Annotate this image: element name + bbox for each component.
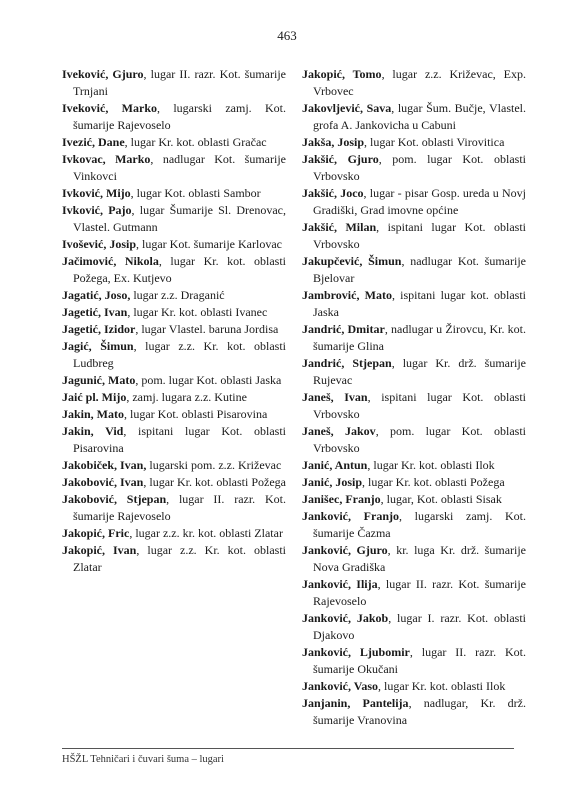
entry-description: , pom. lugar Kot. oblasti Jaska (135, 373, 282, 387)
entry-name: Jakupčević, Šimun (302, 254, 402, 268)
entry-description: , kr. luga Kr. drž. šumarije Nova Gradiška (313, 543, 527, 574)
entry-description: , lugarski zamj. Kot. šumarije Čazma (313, 509, 526, 540)
directory-entry (302, 423, 526, 457)
entry-description: , ispitani lugar Kot. oblasti Vrbovsko (313, 220, 526, 251)
entry-description: , lugar z.z. Kr. kot. oblasti Zlatar (73, 543, 286, 574)
entry-description: , nadlugar u Žirovcu, Kr. kot. šumarije Glina (313, 322, 526, 353)
entry-name: Ivković, Pajo (62, 203, 132, 217)
entry-name: Iveković, Gjuro (62, 67, 144, 81)
entry-name: Jandrić, Dmitar (302, 322, 385, 336)
entry-description: , lugar Kr. drž. šumarije Rujevac (313, 356, 526, 387)
entry-description: , nadlugar Kot. šumarije Vinkovci (73, 152, 286, 183)
entry-description: , lugar Kr. kot. oblasti Požega (362, 475, 505, 489)
directory-entry (302, 610, 526, 644)
entry-description: , lugar II. razr. Kot. šumarije Rajevoselo (313, 577, 527, 608)
page-number: 463 (277, 28, 297, 43)
directory-entry (62, 202, 286, 236)
entry-description: , lugar II. razr. Kot. šumarije Rajevoselo (73, 492, 286, 523)
directory-entry (302, 491, 526, 508)
entry-name: Ivošević, Josip (62, 237, 137, 251)
directory-entry (302, 219, 526, 253)
entry-name: Jandrić, Stjepan (302, 356, 392, 370)
directory-entry (302, 644, 526, 678)
right-column (302, 66, 526, 736)
entry-name: Janković, Ljubomir (302, 645, 410, 659)
directory-entry (302, 678, 526, 695)
entry-name: Jakin, Mato (62, 407, 125, 421)
directory-entry (62, 287, 286, 304)
directory-entry (302, 287, 526, 321)
directory-entry (62, 185, 286, 202)
entry-description: , zamj. lugara z.z. Kutine (126, 390, 247, 404)
entry-name: Jaić pl. Mijo (62, 390, 127, 404)
directory-entry (62, 457, 286, 474)
directory-entry (62, 423, 286, 457)
entry-name: Janković, Jakob (302, 611, 389, 625)
entry-name: Jagetić, Ivan (62, 305, 128, 319)
entry-name: Janković, Vaso (302, 679, 379, 693)
entry-description: , lugar z.z. Kr. kot. oblasti Ludbreg (73, 339, 287, 370)
directory-entry (302, 151, 526, 185)
directory-entry (302, 457, 526, 474)
directory-entry (62, 372, 286, 389)
entry-columns (62, 66, 526, 736)
entry-name: Jagetić, Izidor (62, 322, 136, 336)
directory-entry (62, 134, 286, 151)
directory-entry (62, 406, 286, 423)
entry-description: , lugar Kr. kot. oblasti Požega, Ex. Kutjevo (73, 254, 286, 285)
directory-entry (302, 253, 526, 287)
directory-entry (302, 355, 526, 389)
directory-entry (302, 474, 526, 491)
entry-name: Jakobiček, Ivan, (62, 458, 147, 472)
entry-name: Janković, Franjo (302, 509, 400, 523)
entry-description: , pom. lugar Kot. oblasti Vrbovsko (313, 152, 526, 183)
entry-name: Jakin, Vid (62, 424, 124, 438)
entry-name: Jakšić, Joco (302, 186, 364, 200)
directory-entry (62, 474, 286, 491)
directory-entry (62, 151, 286, 185)
directory-entry (302, 185, 526, 219)
entry-description: , ispitani lugar Kot. oblasti Vrbovsko (313, 390, 526, 421)
entry-description: , ispitani lugar Kot. oblasti Pisarovina (73, 424, 286, 455)
entry-name: Jagunić, Mato (62, 373, 136, 387)
directory-entry (62, 253, 286, 287)
entry-name: Janišec, Franjo (302, 492, 381, 506)
directory-entry (302, 508, 526, 542)
entry-description: , lugar Šumarije Sl. Drenovac, Vlastel. Gutmann (73, 203, 286, 234)
entry-description: , lugarski zamj. Kot. šumarije Rajevoselo (73, 101, 286, 132)
entry-description: , nadlugar Kot. šumarije Bjelovar (313, 254, 526, 285)
directory-entry (62, 100, 286, 134)
entry-description: , lugar - pisar Gosp. ureda u Novj Gradiški, Grad imovne općine (313, 186, 526, 217)
page-footer: HŠŽL Tehničari i čuvari šuma – lugari (62, 754, 224, 765)
entry-name: Jakšić, Milan (302, 220, 377, 234)
entry-name: Jagić, Šimun (62, 339, 134, 353)
entry-name: Jakobović, Ivan (62, 475, 144, 489)
entry-name: Jambrović, Mato (302, 288, 392, 302)
entry-name: Ivezić, Dane (62, 135, 125, 149)
entry-name: Jakobović, Stjepan (62, 492, 167, 506)
directory-entry (302, 542, 526, 576)
directory-entry (62, 236, 286, 253)
directory-entry (62, 321, 286, 338)
directory-entry (62, 491, 286, 525)
directory-entry (302, 321, 526, 355)
entry-name: Jačimović, Nikola (62, 254, 159, 268)
entry-name: Jagatić, Joso, (62, 288, 131, 302)
footer-rule (62, 748, 514, 749)
entry-name: Janjanin, Pantelija (302, 696, 409, 710)
entry-name: Janković, Ilija (302, 577, 378, 591)
left-column (62, 66, 286, 736)
directory-entry (62, 304, 286, 321)
entry-description: lugar z.z. Draganić (130, 288, 225, 302)
entry-name: Jakša, Josip (302, 135, 365, 149)
entry-description: , lugar Kot. šumarije Karlovac (136, 237, 282, 251)
entry-description: , lugar Kr. kot. oblasti Gračac (124, 135, 267, 149)
directory-entry (302, 576, 526, 610)
entry-description: , lugar Kr. kot. oblasti Ilok (367, 458, 495, 472)
directory-entry (62, 66, 286, 100)
directory-entry (62, 389, 286, 406)
directory-entry (62, 525, 286, 542)
entry-name: Janić, Antun (302, 458, 368, 472)
entry-description: , lugar Kot. oblasti Sambor (130, 186, 261, 200)
entry-name: Jakšić, Gjuro (302, 152, 379, 166)
entry-name: Jakovljević, Sava (302, 101, 392, 115)
entry-description: , lugar Kr. kot. oblasti Požega (143, 475, 286, 489)
entry-description: , lugar Šum. Bučje, Vlastel. grofa A. Jankovicha u Cabuni (313, 101, 526, 132)
directory-entry (62, 542, 286, 576)
entry-name: Janeš, Ivan (302, 390, 368, 404)
entry-description: , lugar Kr. kot. oblasti Ilok (378, 679, 506, 693)
entry-description: , lugar II. razr. Kot. šumarije Trnjani (73, 67, 286, 98)
directory-entry (302, 134, 526, 151)
entry-description: , lugar Kr. kot. oblasti Ivanec (127, 305, 268, 319)
entry-description: , ispitani lugar kot. oblasti Jaska (313, 288, 526, 319)
entry-description: , lugar z.z. kr. kot. oblasti Zlatar (129, 526, 283, 540)
entry-description: , nadlugar, Kr. drž. šumarije Vranovina (313, 696, 527, 727)
entry-description: , lugar II. razr. Kot. šumarije Okučani (313, 645, 526, 676)
entry-name: Iveković, Marko (62, 101, 157, 115)
directory-entry (302, 66, 526, 100)
entry-name: Ivković, Mijo (62, 186, 131, 200)
entry-name: Janić, Josip (302, 475, 363, 489)
entry-name: Jakopić, Fric (62, 526, 130, 540)
entry-description: , lugar z.z. Križevac, Exp. Vrbovec (313, 67, 526, 98)
directory-entry (302, 695, 526, 729)
entry-name: Jakopić, Tomo (302, 67, 382, 81)
directory-entry (62, 338, 286, 372)
entry-name: Jakopić, Ivan (62, 543, 137, 557)
entry-description: , lugar, Kot. oblasti Sisak (380, 492, 502, 506)
entry-description: lugarski pom. z.z. Križevac (146, 458, 282, 472)
entry-name: Janković, Gjuro (302, 543, 388, 557)
entry-description: , pom. lugar Kot. oblasti Vrbovsko (313, 424, 527, 455)
entry-description: , lugar Kot. oblasti Pisarovina (124, 407, 268, 421)
entry-description: , lugar Vlastel. baruna Jordisa (135, 322, 279, 336)
directory-entry (302, 100, 526, 134)
entry-description: , lugar I. razr. Kot. oblasti Djakovo (313, 611, 527, 642)
entry-description: , lugar Kot. oblasti Virovitica (364, 135, 505, 149)
entry-name: Janeš, Jakov (302, 424, 376, 438)
directory-entry (302, 389, 526, 423)
entry-name: Ivkovac, Marko (62, 152, 151, 166)
